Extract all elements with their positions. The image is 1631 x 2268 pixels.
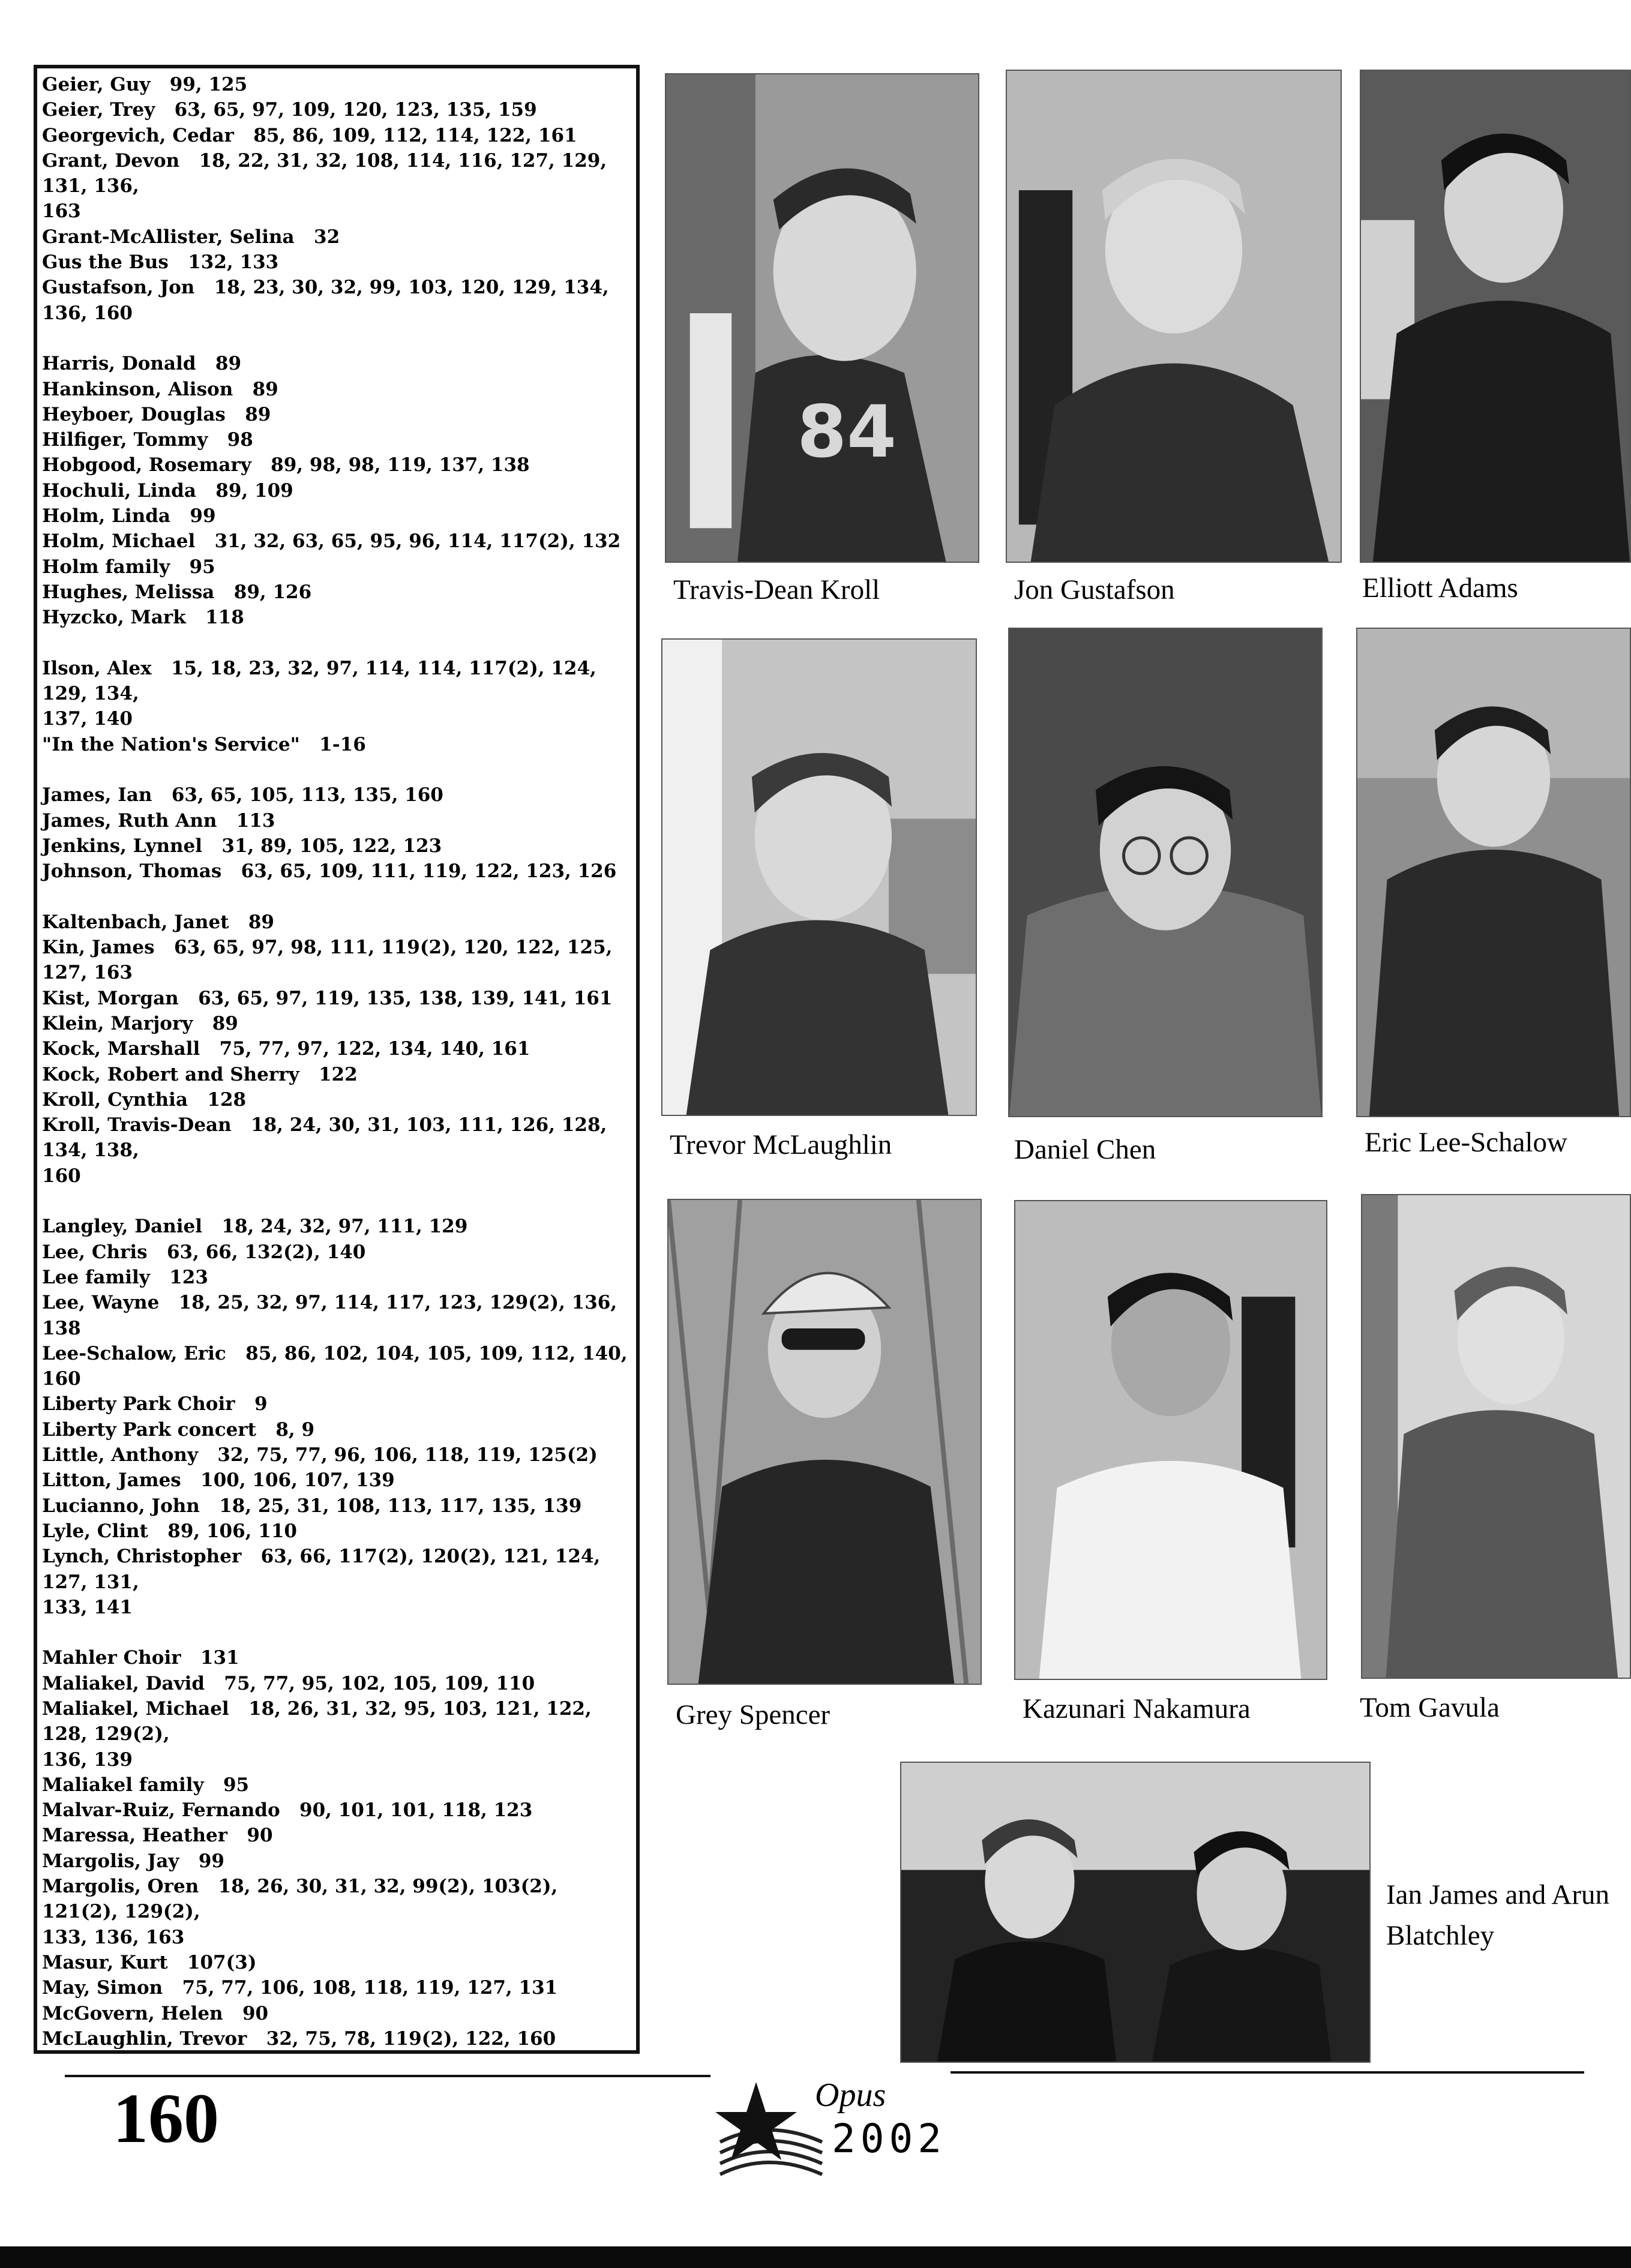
index-entry: Heyboer, Douglas 89 [42,403,271,425]
photo-travis-dean-kroll [665,73,979,563]
index-entry: Johnson, Thomas 63, 65, 109, 111, 119, 122, 123, 126 [42,860,617,883]
index-entry: McLaughlin, Trevor 32, 75, 78, 119(2), 122, 160 [42,2027,556,2050]
photo-elliott-image [1361,71,1630,562]
index-entry: James, Ruth Ann 113 [42,809,275,832]
index-gap [42,757,636,782]
index-gap [42,326,636,351]
jersey-number: 84 [797,390,897,474]
index-entry: Lee, Wayne 18, 25, 32, 97, 114, 117, 123, 129(2), 136, 138 [42,1292,623,1339]
index-entry: Little, Anthony 32, 75, 77, 96, 106, 118, 119, 125(2) [42,1444,598,1466]
index-entry: Hobgood, Rosemary 89, 98, 98, 119, 137, 138 [42,454,530,476]
index-list [42,72,636,2054]
photo-daniel-image [1009,629,1321,1116]
index-entry: 137, 140 [42,708,133,730]
index-entry: Kist, Morgan 63, 65, 97, 119, 135, 138, 139, 141, 161 [42,987,613,1009]
index-entry: Liberty Park concert 8, 9 [42,1418,315,1441]
caption-jon-gustafson: Jon Gustafson [1014,574,1175,605]
index-gap [42,884,636,910]
index-entry: Kaltenbach, Janet 89 [42,911,275,933]
caption-daniel-chen: Daniel Chen [1014,1134,1156,1165]
photo-elliott-adams [1360,70,1631,563]
photo-ian-james-and-arun-blatchley [900,1762,1371,2063]
photo-daniel-chen [1008,628,1323,1117]
index-entry: Margolis, Oren 18, 26, 30, 31, 32, 99(2), 103(2), 121(2), 129(2), [42,1876,565,1923]
index-entry [42,2051,636,2054]
index-entry: Holm, Linda 99 [42,505,216,527]
index-entry: Malvar-Ruiz, Fernando 90, 101, 101, 118, 123 [42,1799,533,1822]
index-entry: Hughes, Melissa 89, 126 [42,581,312,603]
index-entry: Harris, Donald 89 [42,353,242,375]
index-entry: Geier, Guy 99, 125 [42,74,248,95]
index-entry: Holm family 95 [42,556,215,578]
index-entry: Grant-McAllister, Selina 32 [42,226,340,248]
caption-kazunari-nakamura: Kazunari Nakamura [1023,1693,1251,1724]
index-entry: 136, 139 [42,1748,133,1771]
photo-eric-lee-schalow [1356,628,1631,1117]
index-entry: Margolis, Jay 99 [42,1850,224,1872]
photo-jon-image [1007,71,1341,562]
index-entry: May, Simon 75, 77, 106, 108, 118, 119, 127, 131 [42,1977,558,1999]
caption-tom-gavula: Tom Gavula [1360,1692,1500,1723]
index-entry: Jenkins, Lynnel 31, 89, 105, 122, 123 [42,835,442,857]
index-entry: Maliakel, David 75, 77, 95, 102, 105, 109, 110 [42,1672,535,1694]
index-entry: Maliakel family 95 [42,1774,250,1796]
index-entry: Georgevich, Cedar 85, 86, 109, 112, 114, 122, 161 [42,124,577,146]
index-entry: Klein, Marjory 89 [42,1012,238,1034]
index-entry: Lee family 123 [42,1266,208,1288]
index-entry: Hilfiger, Tommy 98 [42,429,253,451]
index-entry: 133, 136, 163 [42,1926,185,1948]
index-entry: Lee, Chris 63, 66, 132(2), 140 [42,1241,366,1263]
index-entry: Kroll, Cynthia 128 [42,1088,247,1111]
index-entry: 163 [42,200,81,223]
index-gap [42,1620,636,1645]
index-entry: Gustafson, Jon 18, 23, 30, 32, 99, 103, 120, 129, 134, 136, 160 [42,277,616,324]
index-entry: Kock, Robert and Sherry 122 [42,1063,358,1085]
index-entry: Lucianno, John 18, 25, 31, 108, 113, 117, 135, 139 [42,1495,582,1517]
index-entry: Kroll, Travis-Dean 18, 24, 30, 31, 103, 111, 126, 128, 134, 138, [42,1114,614,1162]
bottom-scan-bar [0,2246,1631,2268]
index-entry: Maressa, Heather 90 [42,1825,273,1847]
footer-rule-left [65,2075,710,2077]
index-entry: Hankinson, Alison 89 [42,378,278,400]
footer-rule-right [951,2071,1584,2074]
star-flag-icon [714,2076,828,2184]
opus-2002-logo [714,2076,966,2184]
index-entry: Hyzcko, Mark 118 [42,607,244,629]
caption-grey-spencer: Grey Spencer [676,1699,831,1730]
photo-grey-spencer [667,1199,982,1685]
logo-year: 2002 [832,2116,946,2162]
index-entry: Hochuli, Linda 89, 109 [42,479,293,502]
index-entry: Geier, Trey 63, 65, 97, 109, 120, 123, 135, 159 [42,99,537,121]
photo-tom-gavula [1361,1194,1631,1679]
photo-jon-gustafson [1006,70,1342,563]
photo-tom-image [1362,1195,1630,1678]
index-entry: Maliakel, Michael 18, 26, 31, 32, 95, 103, 121, 122, 128, 129(2), [42,1698,598,1745]
index-entry: 133, 141 [42,1596,133,1618]
caption-eric-lee-schalow: Eric Lee-Schalow [1365,1127,1567,1158]
index-entry: 160 [42,1165,81,1187]
index-box [34,65,640,2054]
caption-elliott-adams: Elliott Adams [1362,572,1518,604]
index-entry: Lee-Schalow, Eric 85, 86, 102, 104, 105, 109, 112, 140, 160 [42,1342,634,1390]
photo-travis-image [666,74,978,562]
index-entry: Kin, James 63, 65, 97, 98, 111, 119(2), 120, 122, 125, 127, 163 [42,937,619,984]
caption-ian-james-and-arun-blatchley: Ian James and Arun Blatchley [1386,1879,1609,1951]
index-entry: Grant, Devon 18, 22, 31, 32, 108, 114, 116, 127, 129, 131, 136, [42,149,613,197]
index-entry: James, Ian 63, 65, 105, 113, 135, 160 [42,784,443,806]
photo-trevor-image [662,640,976,1115]
index-entry: Lyle, Clint 89, 106, 110 [42,1520,297,1542]
index-entry: Mahler Choir 131 [42,1647,239,1669]
photo-ian-arun-image [901,1763,1369,2062]
photo-eric-image [1357,629,1630,1116]
index-entry: Gus the Bus 132, 133 [42,251,279,274]
page-number: 160 [113,2079,219,2158]
index-entry: "In the Nation's Service" 1-16 [42,733,366,755]
caption-trevor-mclaughlin: Trevor McLaughlin [670,1129,892,1160]
index-gap [42,631,636,656]
photo-trevor-mclaughlin [661,638,977,1116]
index-entry: McGovern, Helen 90 [42,2002,269,2024]
index-entry: Langley, Daniel 18, 24, 32, 97, 111, 129 [42,1216,468,1238]
index-entry: Masur, Kurt 107(3) [42,1951,257,1973]
logo-word: Opus [815,2077,886,2114]
index-entry: Lynch, Christopher 63, 66, 117(2), 120(2), 121, 124, 127, 131, [42,1546,607,1593]
photo-kazunari-image [1015,1201,1326,1679]
index-entry: Liberty Park Choir 9 [42,1393,268,1415]
index-gap [42,1189,636,1214]
index-entry: Holm, Michael 31, 32, 63, 65, 95, 96, 114, 117(2), 132 [42,530,621,553]
index-entry: Kock, Marshall 75, 77, 97, 122, 134, 140, 161 [42,1038,530,1060]
caption-travis-dean-kroll: Travis-Dean Kroll [673,574,880,605]
index-entry: Litton, James 100, 106, 107, 139 [42,1469,395,1492]
photo-grey-image [668,1200,981,1684]
index-entry: Ilson, Alex 15, 18, 23, 32, 97, 114, 114, 117(2), 124, 129, 134, [42,657,603,705]
photo-kazunari-nakamura [1014,1200,1327,1680]
